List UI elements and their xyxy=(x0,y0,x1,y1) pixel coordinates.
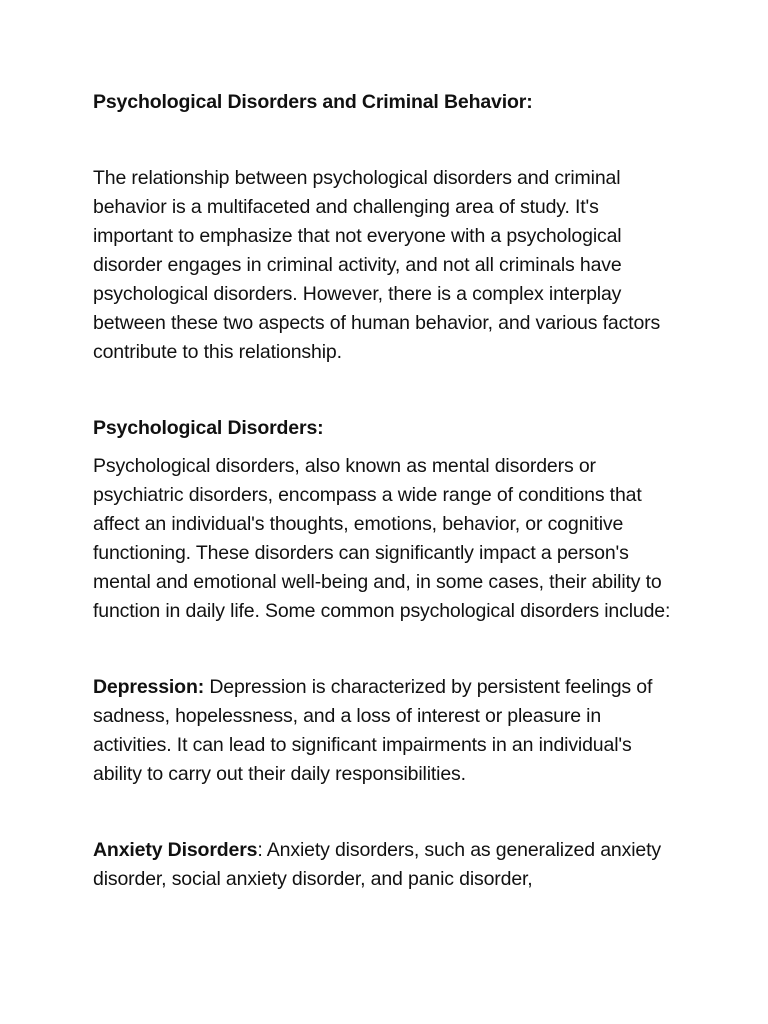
section-heading: Psychological Disorders: xyxy=(93,417,324,439)
intro-paragraph: The relationship between psychological disorders and criminal behavior is a multifaceted and challenging area of study. It's important to emphasize that not everyone with a psychological disorder engages in criminal activity, and not all criminals have psychological disorders. However, there is a complex interplay between these two aspects of human behavior, and various factors contribute to this relationship. xyxy=(93,167,661,363)
list-item-anxiety xyxy=(93,836,683,894)
item-text: : Anxiety disorders, such as generalized anxiety disorder, social anxiety disorder, and panic disorder, xyxy=(93,839,661,890)
document-title: Psychological Disorders and Criminal Behavior: xyxy=(93,91,533,113)
section-paragraph: Psychological disorders, also known as mental disorders or psychiatric disorders, encompass a wide range of conditions that affect an individual's thoughts, emotions, behavior, or cognitive functioning. These disorders can significantly impact a person's mental and emotional well-being and, in some cases, their ability to function in daily life. Some common psychological disorders include: xyxy=(93,455,671,622)
item-text: Depression is characterized by persistent feelings of sadness, hopelessness, and a loss of interest or pleasure in activities. It can lead to significant impairments in an individual's ability to carry out their daily responsibilities. xyxy=(93,676,653,785)
document-content xyxy=(93,88,683,941)
list-item-depression xyxy=(93,673,683,789)
item-term: Depression: xyxy=(93,676,205,698)
item-term: Anxiety Disorders xyxy=(93,839,258,861)
